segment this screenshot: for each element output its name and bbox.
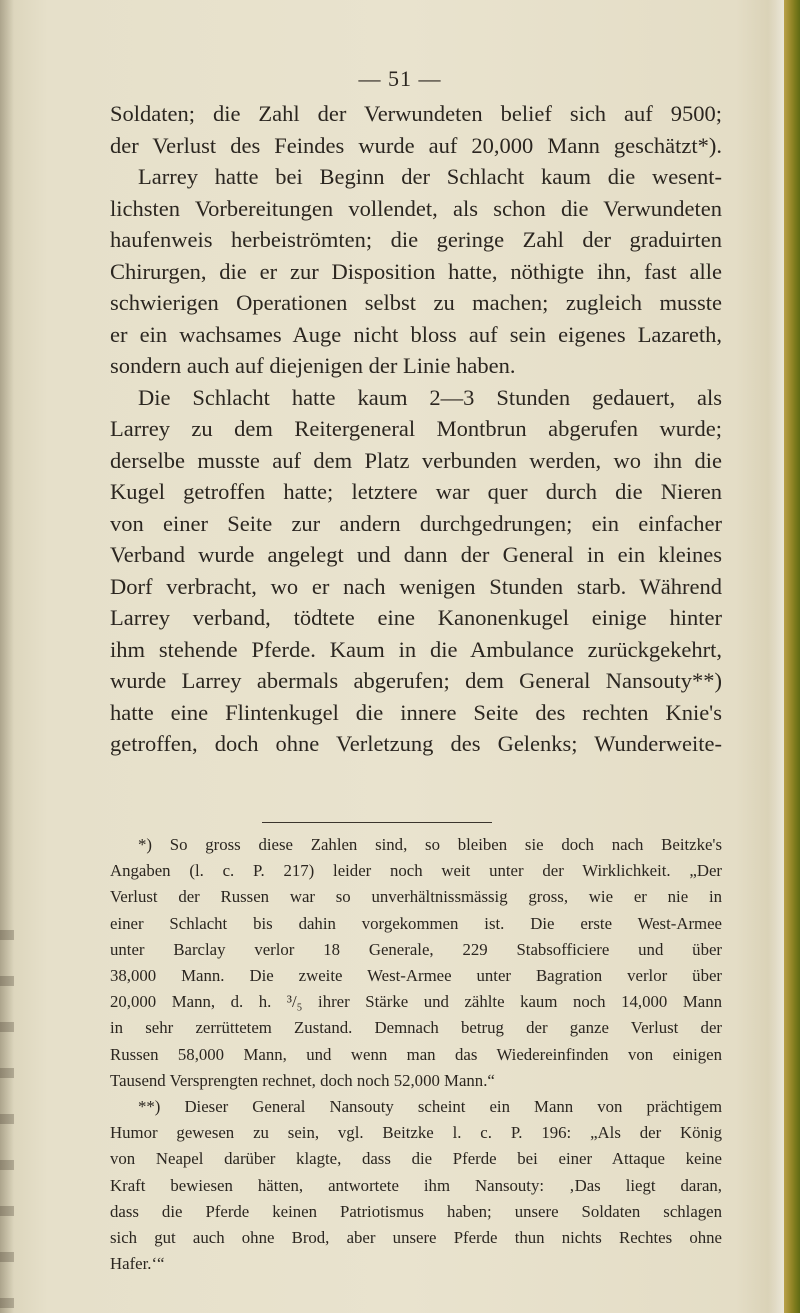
- text-line: von einer Seite zur andern durchgedrungen; ein einfacher: [110, 510, 722, 536]
- text-line: der Verlust des Feindes wurde auf 20,000 Mann geschätzt*).: [110, 132, 722, 158]
- footnote-line: Russen 58,000 Mann, und wenn man das Wiedereinfinden von einigen: [110, 1044, 722, 1064]
- text-line: Chirurgen, die er zur Disposition hatte, nöthigte ihn, fast alle: [110, 258, 722, 284]
- footnote-line: 20,000 Mann, d. h. ³/₅ ihrer Stärke und zählte kaum noch 14,000 Mann: [110, 992, 722, 1012]
- text-line: sondern auch auf diejenigen der Linie haben.: [110, 353, 516, 378]
- text-line: Dorf verbracht, wo er nach wenigen Stunden starb. Während: [110, 573, 722, 599]
- footnote-divider: [262, 822, 492, 823]
- footnotes: [110, 832, 722, 1277]
- footnote-line: in sehr zerrüttetem Zustand. Demnach betrug der ganze Verlust der: [110, 1018, 722, 1038]
- text-line: Verband wurde angelegt und dann der General in ein kleines: [110, 542, 722, 567]
- footnote-line: dass die Pferde keinen Patriotismus haben; unsere Soldaten schlagen: [110, 1201, 722, 1221]
- text-line: hatte eine Flintenkugel die innere Seite des rechten Knie's: [110, 699, 722, 725]
- footnote-line: **) Dieser General Nansouty scheint ein Mann von prächtigem: [138, 1097, 722, 1117]
- text-line: derselbe musste auf dem Platz verbunden werden, wo ihn die: [110, 447, 722, 473]
- main-text: [110, 98, 722, 760]
- text-line: Kugel getroffen hatte; letztere war quer durch die Nieren: [110, 479, 722, 504]
- text-line: lichsten Vorbereitungen vollendet, als schon die Verwundeten: [110, 195, 722, 221]
- footnote-line: Hafer.‘“: [110, 1254, 165, 1274]
- footnote-line: von Neapel darüber klagte, dass die Pferde bei einer Attaque keine: [110, 1149, 722, 1169]
- text-line: er ein wachsames Auge nicht bloss auf sein eigenes Lazareth,: [110, 321, 722, 347]
- text-line: wurde Larrey abermals abgerufen; dem General Nansouty**): [110, 668, 722, 693]
- text-line: Larrey zu dem Reitergeneral Montbrun abgerufen wurde;: [110, 416, 722, 441]
- text-line: Larrey verband, tödtete eine Kanonenkugel einige hinter: [110, 605, 722, 630]
- text-line: schwierigen Operationen selbst zu machen; zugleich musste: [110, 290, 722, 315]
- footnote-line: 38,000 Mann. Die zweite West-Armee unter Bagration verlor über: [110, 966, 722, 986]
- footnote-line: Angaben (l. c. P. 217) leider noch weit unter der Wirklichkeit. „Der: [110, 861, 722, 881]
- text-line: Die Schlacht hatte kaum 2—3 Stunden gedauert, als: [138, 384, 722, 410]
- text-line: haufenweis herbeiströmten; die geringe Zahl der graduirten: [110, 227, 722, 252]
- footnote-line: Verlust der Russen war so unverhältnissmässig gross, wie er nie in: [110, 887, 722, 907]
- page-number: — 51 —: [358, 66, 442, 91]
- text-line: Larrey hatte bei Beginn der Schlacht kaum die wesent-: [138, 164, 722, 189]
- footnote-line: Kraft bewiesen hätten, antwortete ihm Nansouty: ‚Das liegt daran,: [110, 1175, 722, 1195]
- margin-marks: [0, 930, 14, 1310]
- footnote-line: Tausend Versprengten rechnet, doch noch 52,000 Mann.“: [110, 1070, 495, 1090]
- footnote-line: Humor gewesen zu sein, vgl. Beitzke l. c. P. 196: „Als der König: [110, 1123, 722, 1143]
- text-line: getroffen, doch ohne Verletzung des Gelenks; Wunderweite-: [110, 731, 722, 756]
- footnote-line: *) So gross diese Zahlen sind, so bleiben sie doch nach Beitzke's: [138, 835, 722, 854]
- book-edge: [784, 0, 800, 1313]
- text-line: Soldaten; die Zahl der Verwundeten belief sich auf 9500;: [110, 101, 722, 126]
- footnote-line: sich gut auch ohne Brod, aber unsere Pferde thun nichts Rechtes ohne: [110, 1228, 722, 1248]
- footnote-line: unter Barclay verlor 18 Generale, 229 Stabsofficiere und über: [110, 939, 722, 959]
- text-line: ihm stehende Pferde. Kaum in die Ambulance zurückgekehrt,: [110, 636, 722, 662]
- footnote-line: einer Schlacht bis dahin vorgekommen ist. Die erste West-Armee: [110, 913, 722, 933]
